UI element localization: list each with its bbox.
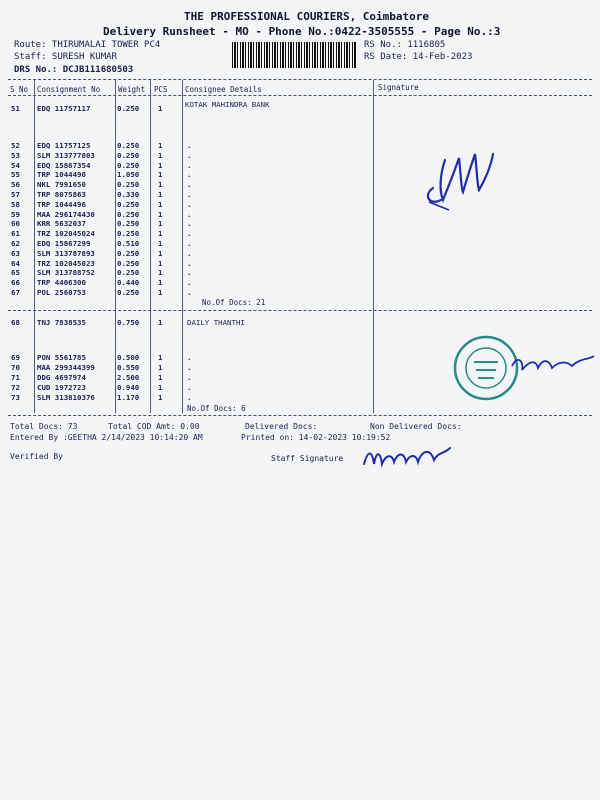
cell-consignment: TRP 1044496 xyxy=(37,199,86,209)
cell-consignment: DDG 4697974 xyxy=(37,373,86,382)
cell-pcs: 1 xyxy=(158,150,163,160)
cell-sno: 53 xyxy=(11,150,20,160)
cell-consignment: TNJ 7838535 xyxy=(37,318,86,327)
cell-pcs: 1 xyxy=(158,383,163,392)
cell-pcs: 1 xyxy=(158,278,163,288)
cell-consignment: SLM 313787893 xyxy=(37,248,95,258)
cell-pcs: 1 xyxy=(158,219,163,229)
cell-mark: . xyxy=(187,180,192,190)
col-signature: Signature xyxy=(378,83,419,92)
cell-pcs: 1 xyxy=(158,160,163,170)
cell-sno: 52 xyxy=(11,141,20,150)
printed-on: Printed on: 14-02-2023 10:19:52 xyxy=(241,433,391,442)
cell-pcs: 1 xyxy=(158,239,163,248)
cell-consignment: SLM 313777803 xyxy=(37,150,95,160)
cell-mark: . xyxy=(187,160,192,170)
col-pcs: PCS xyxy=(154,85,168,94)
cell-mark: . xyxy=(187,373,192,382)
col-divider xyxy=(373,80,374,413)
cell-consignment: CUD 1972723 xyxy=(37,383,86,392)
recipient-signature xyxy=(415,140,515,220)
cell-sno: 58 xyxy=(11,199,20,209)
non-delivered-docs: Non Delivered Docs: xyxy=(370,422,462,431)
rs-date: RS Date: 14-Feb-2023 xyxy=(364,52,473,62)
cell-pcs: 1 xyxy=(158,393,163,402)
barcode xyxy=(232,42,356,68)
cell-consignment: EDQ 15867354 xyxy=(37,160,91,170)
cell-sno: 62 xyxy=(11,239,20,248)
cell-weight: 0.250 xyxy=(117,209,140,219)
cell-consignment: TRZ 102045024 xyxy=(37,229,95,239)
cell-mark: . xyxy=(187,383,192,392)
cell-weight: 0.250 xyxy=(117,104,140,113)
runsheet-subtitle: Delivery Runsheet - MO - Phone No.:0422-3505555 - Page No.:3 xyxy=(103,25,501,38)
cell-mark: . xyxy=(187,239,192,248)
cell-mark: . xyxy=(187,219,192,229)
cell-pcs: 1 xyxy=(158,170,163,180)
cell-mark: . xyxy=(187,363,192,372)
col-divider xyxy=(115,80,116,413)
cell-weight: 0.330 xyxy=(117,190,140,199)
cell-pcs: 1 xyxy=(158,209,163,219)
cell-sno: 70 xyxy=(11,363,20,372)
cell-weight: 0.250 xyxy=(117,258,140,268)
group-rule xyxy=(8,310,592,311)
cell-pcs: 1 xyxy=(158,258,163,268)
cell-sno: 68 xyxy=(11,318,20,327)
cell-pcs: 1 xyxy=(158,288,163,297)
cell-weight: 0.250 xyxy=(117,160,140,170)
cell-mark: . xyxy=(187,150,192,160)
company-stamp xyxy=(452,326,600,412)
drs-number: DRS No.: DCJB111680503 xyxy=(14,65,134,75)
cell-sno: 54 xyxy=(11,160,20,170)
col-divider xyxy=(182,80,183,413)
col-divider xyxy=(150,80,151,413)
cell-sno: 71 xyxy=(11,373,20,382)
cell-weight: 0.250 xyxy=(117,150,140,160)
col-weight: Weight xyxy=(118,85,146,94)
cell-mark: . xyxy=(187,248,192,258)
cell-mark: . xyxy=(187,258,192,268)
col-divider xyxy=(34,80,35,413)
cell-pcs: 1 xyxy=(158,199,163,209)
cell-weight: 1.050 xyxy=(117,170,140,180)
cell-consignment: PON 5561785 xyxy=(37,353,86,362)
cell-consignment: EDQ 11757125 xyxy=(37,141,91,150)
cell-consignment: TRP 4406300 xyxy=(37,278,86,288)
cell-weight: 0.250 xyxy=(117,288,140,297)
cell-weight: 0.250 xyxy=(117,268,140,278)
cell-weight: 0.250 xyxy=(117,248,140,258)
cell-weight: 0.250 xyxy=(117,199,140,209)
cell-pcs: 1 xyxy=(158,229,163,239)
staff-signature xyxy=(360,440,460,474)
cell-mark: . xyxy=(187,209,192,219)
no-of-docs: No.Of Docs: 6 xyxy=(187,404,246,413)
cell-weight: 0.500 xyxy=(117,353,140,362)
route-label: Route: THIRUMALAI TOWER PC4 xyxy=(14,40,161,50)
cell-consignment: SLM 313810376 xyxy=(37,393,95,402)
col-sno: S No xyxy=(10,85,29,94)
cell-weight: 0.940 xyxy=(117,383,140,392)
no-of-docs: No.Of Docs: 21 xyxy=(202,298,266,307)
cell-mark: . xyxy=(187,141,192,150)
cell-weight: 0.250 xyxy=(117,180,140,190)
cell-pcs: 1 xyxy=(158,180,163,190)
delivered-docs: Delivered Docs: xyxy=(245,422,318,431)
cell-weight: 0.250 xyxy=(117,219,140,229)
cell-mark: . xyxy=(187,268,192,278)
entered-by: Entered By :GEETHA 2/14/2023 10:14:20 AM xyxy=(10,433,203,442)
cell-mark: . xyxy=(187,353,192,362)
cell-sno: 67 xyxy=(11,288,20,297)
total-cod: Total COD Amt: 0.00 xyxy=(108,422,200,431)
cell-weight: 0.550 xyxy=(117,363,140,372)
cell-weight: 1.170 xyxy=(117,393,140,402)
cell-weight: 0.250 xyxy=(117,229,140,239)
consignee-name: DAILY THANTHI xyxy=(187,318,245,327)
cell-weight: 0.510 xyxy=(117,239,140,248)
cell-consignment: POL 2560753 xyxy=(37,288,86,297)
cell-sno: 61 xyxy=(11,229,20,239)
cell-sno: 65 xyxy=(11,268,20,278)
cell-consignment: EDQ 15867299 xyxy=(37,239,91,248)
cell-pcs: 1 xyxy=(158,318,163,327)
cell-weight: 0.250 xyxy=(117,141,140,150)
cell-weight: 0.750 xyxy=(117,318,140,327)
company-title: THE PROFESSIONAL COURIERS, Coimbatore xyxy=(184,10,430,23)
cell-consignment: KRR 5632037 xyxy=(37,219,86,229)
cell-pcs: 1 xyxy=(158,363,163,372)
cell-pcs: 1 xyxy=(158,141,163,150)
col-consignment: Consignment No xyxy=(37,85,101,94)
cell-pcs: 1 xyxy=(158,353,163,362)
cell-sno: 59 xyxy=(11,209,20,219)
cell-pcs: 1 xyxy=(158,268,163,278)
cell-consignment: TRP 1044490 xyxy=(37,170,86,180)
cell-sno: 73 xyxy=(11,393,20,402)
cell-pcs: 1 xyxy=(158,248,163,258)
cell-pcs: 1 xyxy=(158,104,163,113)
cell-weight: 2.500 xyxy=(117,373,140,382)
header-bottom-rule xyxy=(8,95,592,96)
cell-consignment: SLM 313788752 xyxy=(37,268,95,278)
cell-pcs: 1 xyxy=(158,190,163,199)
cell-mark: . xyxy=(187,229,192,239)
cell-mark: . xyxy=(187,278,192,288)
cell-sno: 55 xyxy=(11,170,20,180)
cell-consignment: MAA 299344399 xyxy=(37,363,95,372)
cell-mark: . xyxy=(187,393,192,402)
total-docs: Total Docs: 73 xyxy=(10,422,78,431)
cell-mark: . xyxy=(187,199,192,209)
cell-consignment: NKL 7991650 xyxy=(37,180,86,190)
cell-sno: 51 xyxy=(11,104,20,113)
cell-sno: 66 xyxy=(11,278,20,288)
rs-number: RS No.: 1116805 xyxy=(364,40,446,50)
cell-weight: 0.440 xyxy=(117,278,140,288)
cell-sno: 63 xyxy=(11,248,20,258)
staff-label: Staff: SURESH KUMAR xyxy=(14,52,117,62)
group-rule xyxy=(8,415,592,416)
cell-mark: . xyxy=(187,288,192,297)
verified-by: Verified By xyxy=(10,452,63,461)
staff-signature-label: Staff Signature xyxy=(271,454,344,463)
cell-consignment: MAA 296174430 xyxy=(37,209,95,219)
cell-mark: . xyxy=(187,170,192,180)
cell-pcs: 1 xyxy=(158,373,163,382)
cell-mark: . xyxy=(187,190,192,199)
cell-sno: 69 xyxy=(11,353,20,362)
cell-sno: 57 xyxy=(11,190,20,199)
cell-consignment: TRZ 102045023 xyxy=(37,258,95,268)
header-top-rule xyxy=(8,79,592,80)
cell-consignment: EDQ 11757117 xyxy=(37,104,91,113)
cell-consignment: TRP 8075863 xyxy=(37,190,86,199)
cell-sno: 72 xyxy=(11,383,20,392)
cell-sno: 60 xyxy=(11,219,20,229)
consignee-name: KOTAK MAHINDRA BANK xyxy=(185,100,270,109)
cell-sno: 64 xyxy=(11,258,20,268)
col-consignee: Consignee Details xyxy=(185,85,262,94)
cell-sno: 56 xyxy=(11,180,20,190)
